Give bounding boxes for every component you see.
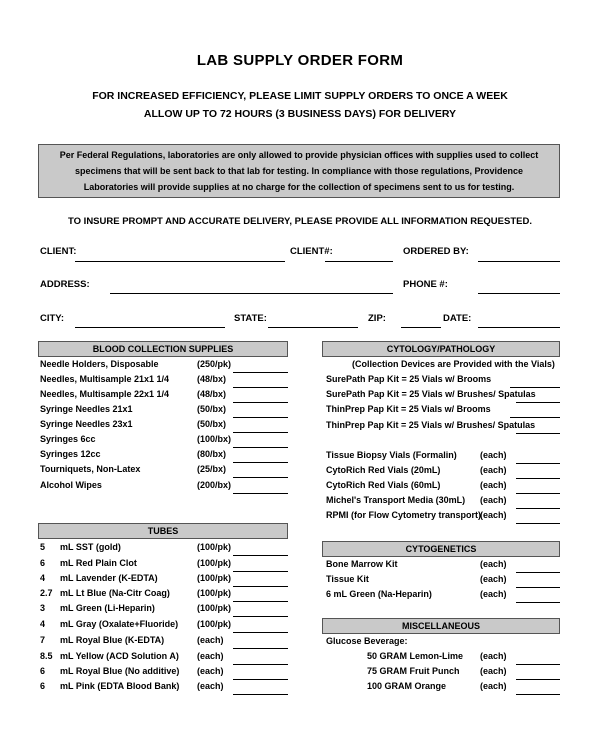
quantity-field[interactable]: [233, 555, 288, 556]
list-item-unit: (each): [480, 559, 507, 569]
list-item-name: Syringes 6cc: [40, 434, 96, 444]
client-number-field[interactable]: [325, 261, 393, 262]
tube-size: 3: [40, 603, 46, 613]
list-item-name: Tissue Biopsy Vials (Formalin): [326, 450, 457, 460]
list-item-unit: (48/bx): [197, 374, 227, 384]
blood-collection-header: BLOOD COLLECTION SUPPLIES: [38, 341, 288, 357]
subtitle-line-1: FOR INCREASED EFFICIENCY, PLEASE LIMIT SUPPLY ORDERS TO ONCE A WEEK: [92, 90, 508, 102]
list-item-unit: (50/bx): [197, 419, 227, 429]
zip-field[interactable]: [401, 327, 441, 328]
list-item-unit: (80/bx): [197, 449, 227, 459]
state-label: STATE:: [234, 313, 267, 324]
quantity-field[interactable]: [516, 493, 560, 494]
tube-size: 6: [40, 666, 46, 676]
list-item-name: mL Green (Li-Heparin): [60, 603, 155, 613]
list-item-name: 75 GRAM Fruit Punch: [367, 666, 460, 676]
quantity-field[interactable]: [233, 571, 288, 572]
quantity-field[interactable]: [516, 463, 560, 464]
quantity-field[interactable]: [233, 477, 288, 478]
list-item-unit: (each): [480, 666, 507, 676]
city-field[interactable]: [75, 327, 225, 328]
list-item-unit: (each): [480, 651, 507, 661]
list-item-name: ThinPrep Pap Kit = 25 Vials w/ Brooms: [326, 404, 491, 414]
quantity-field[interactable]: [233, 601, 288, 602]
quantity-field[interactable]: [233, 387, 288, 388]
zip-label: ZIP:: [368, 313, 386, 324]
ordered-by-label: ORDERED BY:: [403, 246, 469, 257]
list-item-name: Tourniquets, Non-Latex: [40, 464, 141, 474]
list-item-unit: (100/pk): [197, 558, 232, 568]
cytogenetics-header: CYTOGENETICS: [322, 541, 560, 557]
list-item-unit: (100/bx): [197, 434, 232, 444]
list-item-name: SurePath Pap Kit = 25 Vials w/ Brushes/ Spatulas: [326, 389, 536, 399]
quantity-field[interactable]: [233, 447, 288, 448]
notice-line-3: Laboratories will provide supplies at no charge for the collection of specimens sent to us for testing.: [83, 182, 515, 192]
list-item-name: Needles, Multisample 22x1 1/4: [40, 389, 170, 399]
client-field[interactable]: [75, 261, 285, 262]
quantity-field[interactable]: [233, 694, 288, 695]
list-item-name: 6 mL Green (Na-Heparin): [326, 589, 432, 599]
list-item-unit: (100/pk): [197, 619, 232, 629]
date-label: DATE:: [443, 313, 472, 324]
glucose-beverage-label: Glucose Beverage:: [326, 636, 408, 646]
quantity-field[interactable]: [233, 372, 288, 373]
list-item-unit: (each): [480, 465, 507, 475]
tube-size: 8.5: [40, 651, 53, 661]
tube-size: 5: [40, 542, 46, 552]
list-item-name: ThinPrep Pap Kit = 25 Vials w/ Brushes/ Spatulas: [326, 420, 536, 430]
quantity-field[interactable]: [516, 679, 560, 680]
list-item-unit: (100/pk): [197, 573, 232, 583]
list-item-unit: (25/bx): [197, 464, 227, 474]
list-item-name: CytoRich Red Vials (60mL): [326, 480, 441, 490]
address-label: ADDRESS:: [40, 279, 90, 290]
phone-field[interactable]: [478, 293, 560, 294]
quantity-field[interactable]: [516, 523, 560, 524]
phone-label: PHONE #:: [403, 279, 448, 290]
list-item-name: mL Royal Blue (K-EDTA): [60, 635, 165, 645]
tube-size: 4: [40, 573, 46, 583]
ordered-by-field[interactable]: [478, 261, 560, 262]
quantity-field[interactable]: [233, 648, 288, 649]
list-item-name: Syringes 12cc: [40, 449, 101, 459]
list-item-unit: (each): [480, 681, 507, 691]
list-item-name: Tissue Kit: [326, 574, 369, 584]
list-item-unit: (each): [197, 681, 224, 691]
list-item-name: Syringe Needles 23x1: [40, 419, 133, 429]
quantity-field[interactable]: [233, 432, 288, 433]
list-item-name: Needle Holders, Disposable: [40, 359, 159, 369]
address-field[interactable]: [110, 293, 393, 294]
federal-regulations-notice: [38, 144, 560, 198]
quantity-field[interactable]: [233, 402, 288, 403]
list-item-name: Alcohol Wipes: [40, 480, 102, 490]
cytology-header: CYTOLOGY/PATHOLOGY: [322, 341, 560, 357]
quantity-field[interactable]: [233, 586, 288, 587]
cytology-note: (Collection Devices are Provided with the Vials): [352, 359, 555, 369]
quantity-field[interactable]: [233, 493, 288, 494]
list-item-name: SurePath Pap Kit = 25 Vials w/ Brooms: [326, 374, 492, 384]
notice-line-2: specimens that will be sent back to that lab for testing. In compliance with those regulations, Providence: [74, 166, 524, 176]
list-item-name: CytoRich Red Vials (20mL): [326, 465, 441, 475]
list-item-name: RPMI (for Flow Cytometry transport): [326, 510, 482, 520]
client-label: CLIENT:: [40, 246, 77, 257]
quantity-field[interactable]: [233, 679, 288, 680]
list-item-name: Michel's Transport Media (30mL): [326, 495, 466, 505]
tube-size: 7: [40, 635, 46, 645]
list-item-unit: (each): [480, 480, 507, 490]
quantity-field[interactable]: [233, 417, 288, 418]
client-number-label: CLIENT#:: [290, 246, 333, 257]
tube-size: 6: [40, 558, 46, 568]
quantity-field[interactable]: [516, 402, 560, 403]
list-item-name: 50 GRAM Lemon-Lime: [367, 651, 464, 661]
list-item-unit: (48/bx): [197, 389, 227, 399]
quantity-field[interactable]: [510, 417, 560, 418]
tube-size: 2.7: [40, 588, 53, 598]
quantity-field[interactable]: [516, 602, 560, 603]
list-item-unit: (each): [480, 450, 507, 460]
list-item-name: mL Lavender (K-EDTA): [60, 573, 158, 583]
quantity-field[interactable]: [516, 694, 560, 695]
instruction-text: TO INSURE PROMPT AND ACCURATE DELIVERY, PLEASE PROVIDE ALL INFORMATION REQUESTED.: [68, 216, 532, 227]
list-item-unit: (each): [480, 589, 507, 599]
date-field[interactable]: [478, 327, 560, 328]
list-item-name: mL Pink (EDTA Blood Bank): [60, 681, 180, 691]
list-item-name: Needles, Multisample 21x1 1/4: [40, 374, 170, 384]
notice-line-1: Per Federal Regulations, laboratories are only allowed to provide physician offices with supplies used to collect: [59, 150, 539, 160]
list-item-name: 100 GRAM Orange: [367, 681, 447, 691]
list-item-unit: (200/bx): [197, 480, 232, 490]
quantity-field[interactable]: [233, 616, 288, 617]
tubes-header: TUBES: [38, 523, 288, 539]
list-item-unit: (each): [197, 635, 224, 645]
list-item-unit: (each): [197, 651, 224, 661]
list-item-unit: (each): [480, 510, 507, 520]
form-title: LAB SUPPLY ORDER FORM: [196, 52, 404, 69]
list-item-name: Syringe Needles 21x1: [40, 404, 133, 414]
miscellaneous-header: MISCELLANEOUS: [322, 618, 560, 634]
city-label: CITY:: [40, 313, 65, 324]
list-item-unit: (100/pk): [197, 603, 232, 613]
quantity-field[interactable]: [516, 572, 560, 573]
list-item-name: mL SST (gold): [60, 542, 121, 552]
list-item-name: mL Royal Blue (No additive): [60, 666, 180, 676]
list-item-unit: (100/pk): [197, 542, 232, 552]
list-item-name: mL Gray (Oxalate+Fluoride): [60, 619, 179, 629]
quantity-field[interactable]: [233, 462, 288, 463]
list-item-unit: (each): [480, 495, 507, 505]
state-field[interactable]: [268, 327, 358, 328]
list-item-name: Bone Marrow Kit: [326, 559, 398, 569]
quantity-field[interactable]: [516, 587, 560, 588]
quantity-field[interactable]: [516, 508, 560, 509]
quantity-field[interactable]: [516, 478, 560, 479]
list-item-unit: (250/pk): [197, 359, 232, 369]
list-item-unit: (each): [480, 574, 507, 584]
list-item-name: mL Lt Blue (Na-Citr Coag): [60, 588, 170, 598]
subtitle-line-2: ALLOW UP TO 72 HOURS (3 BUSINESS DAYS) FOR DELIVERY: [143, 108, 457, 120]
quantity-field[interactable]: [233, 664, 288, 665]
list-item-unit: (100/pk): [197, 588, 232, 598]
quantity-field[interactable]: [516, 433, 560, 434]
list-item-name: mL Red Plain Clot: [60, 558, 137, 568]
list-item-name: mL Yellow (ACD Solution A): [60, 651, 179, 661]
quantity-field[interactable]: [233, 632, 288, 633]
list-item-unit: (50/bx): [197, 404, 227, 414]
list-item-unit: (each): [197, 666, 224, 676]
tube-size: 4: [40, 619, 46, 629]
quantity-field[interactable]: [510, 387, 560, 388]
tube-size: 6: [40, 681, 46, 691]
quantity-field[interactable]: [516, 664, 560, 665]
